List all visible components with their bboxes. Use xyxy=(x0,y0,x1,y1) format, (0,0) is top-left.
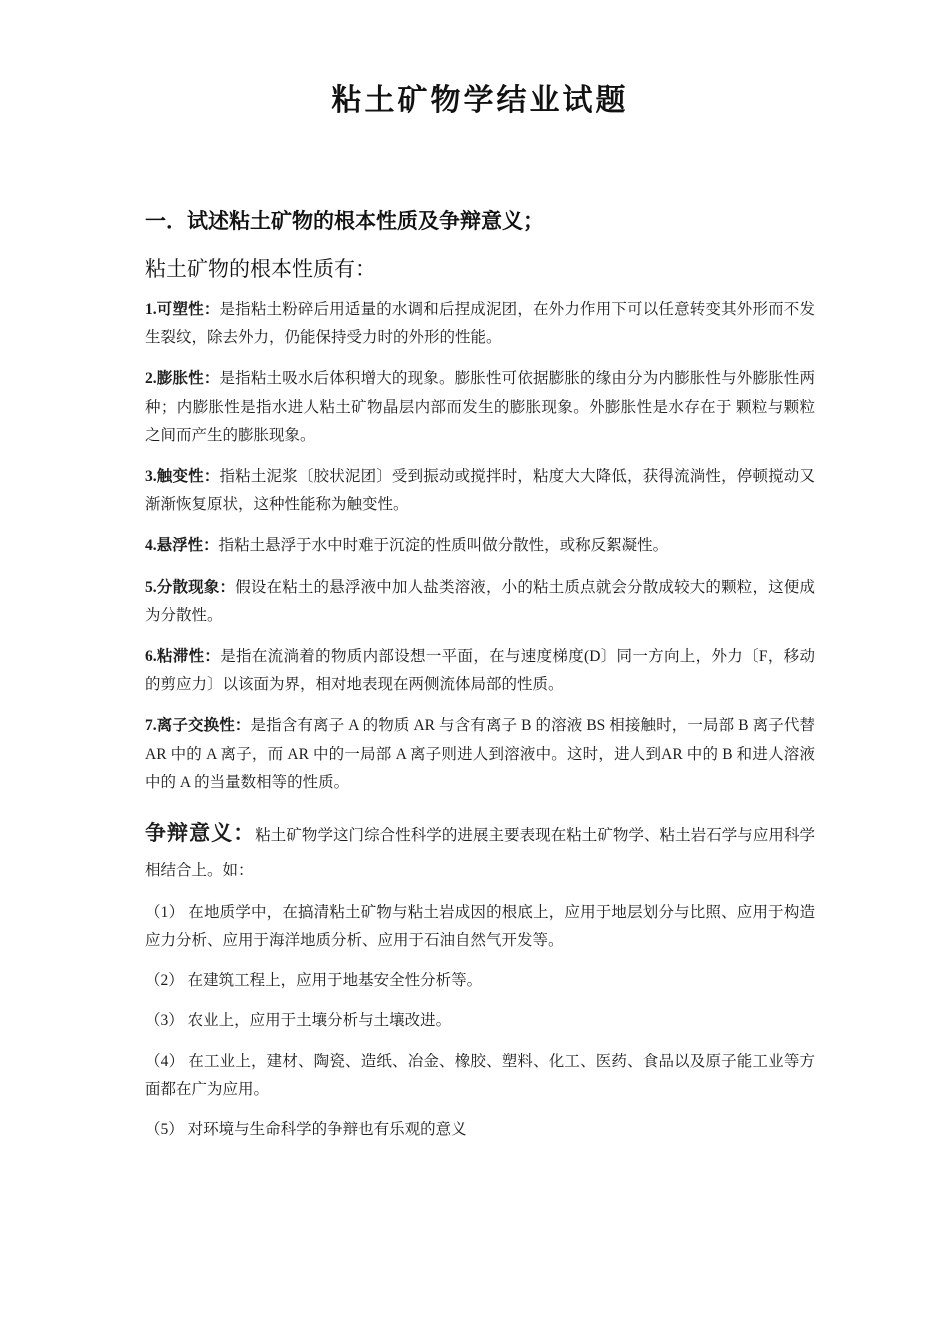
application-item-3: （3） 农业上，应用于土壤分析与土壤改进。 xyxy=(145,1012,452,1030)
application-item-1: （1） 在地质学中，在搞清粘土矿物与粘土岩成因的根底上，应用于地层划分与比照、应用于构造应力分析、应用于海洋地质分析、应用于石油自然气开发等。 xyxy=(145,903,815,950)
property-item-7 xyxy=(145,712,815,797)
property-item-3-label: 3.触变性： xyxy=(145,468,220,486)
property-item-3 xyxy=(145,463,815,519)
property-item-5-text: 假设在粘土的悬浮液中加人盐类溶液，小的粘土质点就会分散成较大的颗粒，这便成为分散性。 xyxy=(145,578,815,624)
application-item-2: （2） 在建筑工程上，应用于地基安全性分析等。 xyxy=(145,972,483,990)
property-item-2-label: 2.膨胀性： xyxy=(145,370,220,388)
property-item-2-text: 是指粘土吸水后体积增大的现象。膨胀性可依据膨胀的缘由分为内膨胀性与外膨胀性两种；内膨胀性是指水进人粘土矿物晶层内部而发生的膨胀现象。外膨胀性是水存在于 颗粒与颗粒之间而产生的膨胀现象。 xyxy=(145,370,815,444)
property-item-6-text: 是指在流淌着的物质内部设想一平面，在与速度梯度(D〕同一方向上，外力〔F，移动的剪应力〕以该面为界，相对地表现在两侧流体局部的性质。 xyxy=(145,648,815,694)
property-item-1 xyxy=(145,296,815,352)
property-item-1-label: 1.可塑性： xyxy=(145,301,220,318)
property-item-1-text: 是指粘土粉碎后用适量的水调和后捏成泥团，在外力作用下可以任意转变其外形而不发生裂纹，除去外力，仍能保持受力时的外形的性能。 xyxy=(145,301,815,347)
meaning-section-heading: 争辩意义： xyxy=(145,821,256,846)
question-1-heading: 一．试述粘土矿物的根本性质及争辩意义； xyxy=(145,209,544,233)
property-item-5-label: 5.分散现象： xyxy=(145,578,236,596)
property-item-2 xyxy=(145,365,815,450)
property-item-5 xyxy=(145,574,815,630)
property-item-7-text: 是指含有离子 A 的物质 AR 与含有离子 B 的溶液 BS 相接触时，一局部 B 离子代替 AR 中的 A 离子，而 AR 中的一局部 A 离子则进人到溶液中。这时，进人到AR 中的 B 和进人溶液中的 A 的当量数相等的性质。 xyxy=(145,717,815,791)
property-item-6 xyxy=(145,643,815,699)
document-title: 粘土矿物学结业试题 xyxy=(331,84,629,117)
meaning-intro-text: 粘土矿物学这门综合性科学的进展主要表现在粘土矿物学、粘土岩石学与应用科学相结合上。如： xyxy=(145,827,815,880)
properties-section-heading: 粘土矿物的根本性质有： xyxy=(145,257,376,281)
property-item-4 xyxy=(145,532,815,560)
property-item-4-text: 指粘土悬浮于水中时难于沉淀的性质叫做分散性，或称反絮凝性。 xyxy=(218,537,669,555)
property-item-4-label: 4.悬浮性： xyxy=(145,537,219,555)
application-item-4: （4） 在工业上，建材、陶瓷、造纸、冶金、橡胶、塑料、化工、医药、食品以及原子能工业等方面都在广为应用。 xyxy=(145,1052,815,1098)
property-item-7-label: 7.离子交换性： xyxy=(145,717,251,735)
property-item-3-text: 指粘土泥浆〔胶状泥团〕受到振动或搅拌时，粘度大大降低，获得流淌性，停顿搅动又渐渐恢复原状，这种性能称为触变性。 xyxy=(145,468,815,514)
property-item-6-label: 6.粘滞性： xyxy=(145,648,221,666)
meaning-paragraph xyxy=(145,812,815,887)
application-item-5: （5） 对环境与生命科学的争辩也有乐观的意义 xyxy=(145,1121,467,1139)
